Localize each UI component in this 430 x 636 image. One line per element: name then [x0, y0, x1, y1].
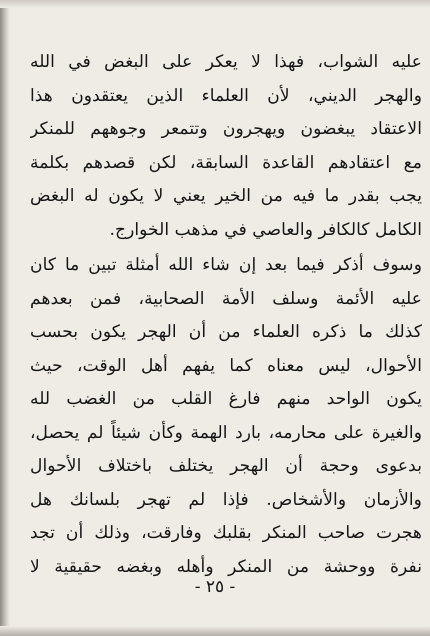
- text-line: الكامل كالكافر والعاصي في مذهب الخوارج.: [109, 219, 422, 240]
- page-number: - ٢٥ -: [194, 577, 236, 597]
- text-line: مع اعتقادهم القاعدة السابقة، لكن قصدهم بكلمة: [30, 152, 422, 173]
- text-line: يكون الواحد منهم فارغ القلب من الغضب لله: [30, 389, 422, 409]
- text-line: والأزمان والأشخاص. فإذا لم تهجر بلسانك هل: [30, 489, 422, 510]
- text-line: بدعوى وحجة أن الهجر يختلف باختلاف الأحوال: [30, 456, 422, 476]
- text-line: نفرة ووحشة من المنكر وأهله وبغضه حقيقية لا: [30, 556, 422, 577]
- text-line: وسوف أذكر فيما بعد إن شاء الله أمثلة تبين ما كان: [30, 255, 422, 275]
- page-top-edge: [0, 0, 430, 8]
- text-line: الأحوال، ليس معناه كما يفهم أهل الوقت، حيث: [30, 355, 422, 376]
- text-line: والغيرة على محارمه، بارد الهمة وكأن شيئاً لم يحصل،: [30, 422, 422, 443]
- paragraph-2: [30, 249, 422, 584]
- text-line: كذلك ما ذكره العلماء من أن الهجر يكون بحسب: [30, 322, 422, 342]
- paragraph-1: [30, 46, 422, 247]
- page-bottom-edge: [0, 626, 430, 636]
- text-line: هجرت صاحب المنكر بقلبك وفارقت، وذلك أن تجد: [30, 523, 422, 543]
- text-line: يجب بقدر ما فيه من الخير يعني لا يكون له البغض: [30, 186, 422, 206]
- text-line: عليه الشواب، فهذا لا يعكر على البغض في الله: [30, 52, 422, 72]
- page-gutter-shadow: [0, 0, 10, 636]
- text-line: الاعتقاد يبغضون ويهجرون وتتمعر وجوههم للمنكر: [30, 119, 422, 139]
- text-line: عليه الأئمة وسلف الأمة الصحابية، فمن بعدهم: [30, 288, 422, 309]
- text-line: والهجر الديني، لأن العلماء الذين يعتقدون هذا: [30, 85, 422, 106]
